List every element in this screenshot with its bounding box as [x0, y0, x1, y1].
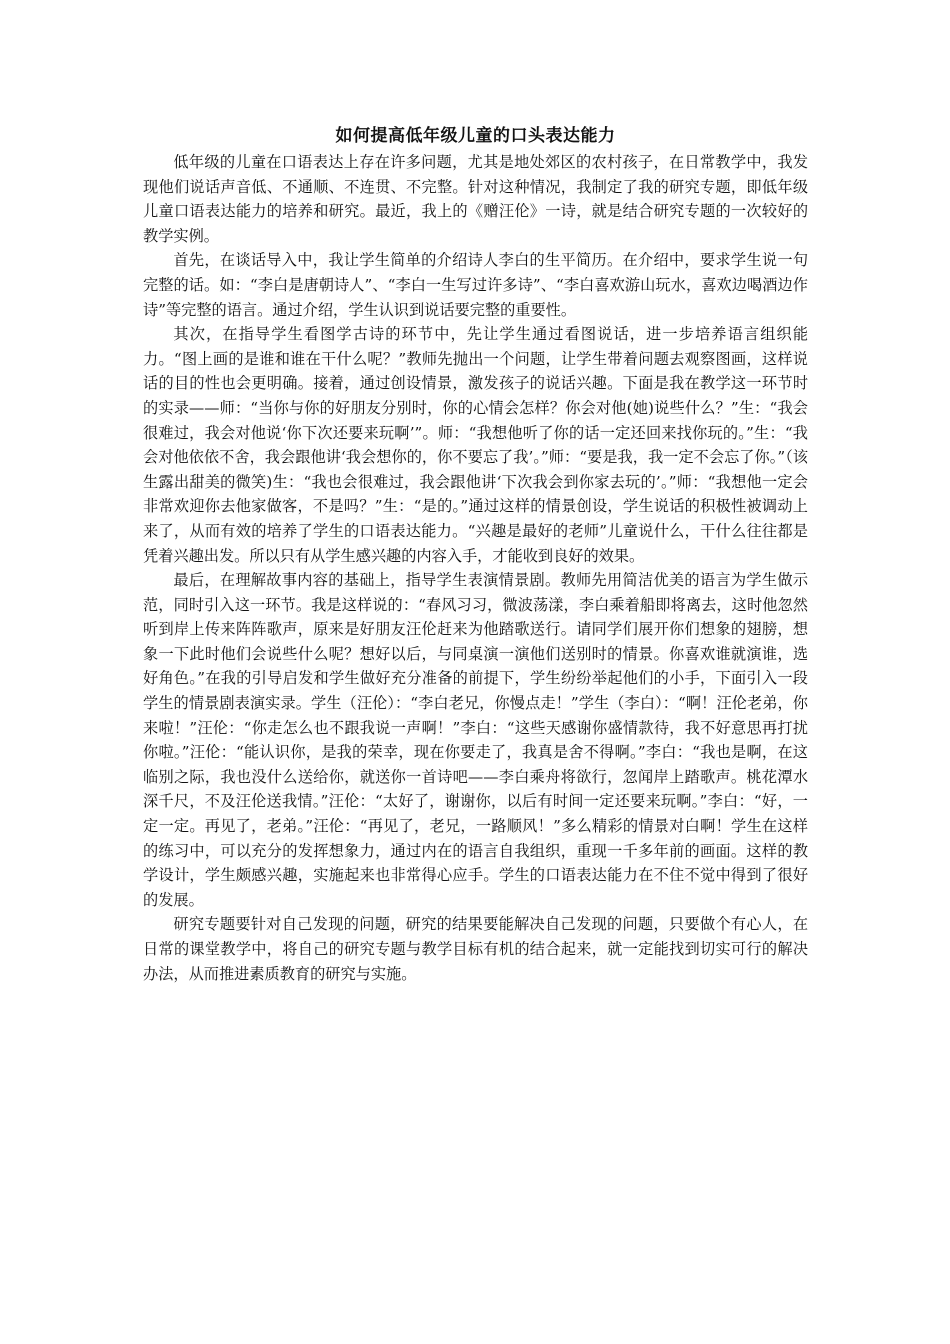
paragraph-second-step: 其次，在指导学生看图学古诗的环节中，先让学生通过看图说话，进一步培养语言组织能力。“图上画的是谁和谁在干什么呢？”教师先抛出一个问题，让学生带着问题去观察图画，这样说话的目的性也会更明确。接着，通过创设情景，激发孩子的说话兴趣。下面是我在教学这一环节时的实录——师：“当你与你的好朋友分别时，你的心情会怎样？你会对他(她)说些什么？”生：“我会很难过，我会对他说‘你下次还要来玩啊’”。师：“我想他听了你的话一定还回来找你玩的。”生：“我会对他依依不舍，我会跟他讲‘我会想你的，你不要忘了我’。”师：“要是我，我一定不会忘了你。”（该生露出甜美的微笑)生：“我也会很难过，我会跟他讲‘下次我会到你家去玩的’。”师：“我想他一定会非常欢迎你去他家做客，不是吗？”生：“是的。”通过这样的情景创设，学生说话的积极性被调动上来了，从而有效的培养了学生的口语表达能力。“兴趣是最好的老师”儿童说什么，干什么往往都是凭着兴趣出发。所以只有从学生感兴趣的内容入手，才能收到良好的效果。 [143, 325, 808, 565]
paragraph-intro: 低年级的儿童在口语表达上存在许多问题，尤其是地处郊区的农村孩子，在日常教学中，我发现他们说话声音低、不通顺、不连贯、不完整。针对这种情况，我制定了我的研究专题，即低年级儿童口语表达能力的培养和研究。最近，我上的《赠汪伦》一诗，就是结合研究专题的一次较好的教学实例。 [143, 153, 808, 245]
paragraph-final-step: 最后，在理解故事内容的基础上，指导学生表演情景剧。教师先用简洁优美的语言为学生做示范，同时引入这一环节。我是这样说的：“春风习习，微波荡漾，李白乘着船即将离去，这时他忽然听到岸上传来阵阵歌声，原来是好朋友汪伦赶来为他踏歌送行。请同学们展开你们想象的翅膀，想象一下此时他们会说些什么呢？想好以后，与同桌演一演他们送别时的情景。你喜欢谁就演谁，选好角色。”在我的引导启发和学生做好充分准备的前提下，学生纷纷举起他们的小手，下面引入一段学生的情景剧表演实录。学生（汪伦）：“李白老兄，你慢点走！”学生（李白）：“啊！汪伦老弟，你来啦！”汪伦：“你走怎么也不跟我说一声啊！”李白：“这些天感谢你盛情款待，我不好意思再打扰你啦。”汪伦：“能认识你，是我的荣幸，现在你要走了，我真是舍不得啊。”李白：“我也是啊，在这临别之际，我也没什么送给你，就送你一首诗吧——李白乘舟将欲行，忽闻岸上踏歌声。桃花潭水深千尺，不及汪伦送我情。”汪伦：“太好了，谢谢你，以后有时间一定还要来玩啊。”李白：“好，一定一定。再见了，老弟。”汪伦：“再见了，老兄，一路顺风！”多么精彩的情景对白啊！学生在这样的练习中，可以充分的发挥想象力，通过内在的语言自我组织，重现一千多年前的画面。这样的教学设计，学生颇感兴趣，实施起来也非常得心应手。学生的口语表达能力在不住不觉中得到了很好的发展。 [143, 571, 808, 909]
paragraph-conclusion: 研究专题要针对自己发现的问题，研究的结果要能解决自己发现的问题，只要做个有心人，在日常的课堂教学中，将自己的研究专题与教学目标有机的结合起来，就一定能找到切实可行的解决办法，从而推进素质教育的研究与实施。 [143, 915, 808, 983]
document-body [143, 124, 808, 986]
document-title: 如何提高低年级儿童的口头表达能力 [335, 126, 616, 146]
paragraph-first-step: 首先，在谈话导入中，我让学生简单的介绍诗人李白的生平简历。在介绍中，要求学生说一句完整的话。如：“李白是唐朝诗人”、“李白一生写过许多诗”、“李白喜欢游山玩水，喜欢边喝酒边作诗”等完整的语言。通过介绍，学生认识到说话要完整的重要性。 [143, 251, 808, 319]
